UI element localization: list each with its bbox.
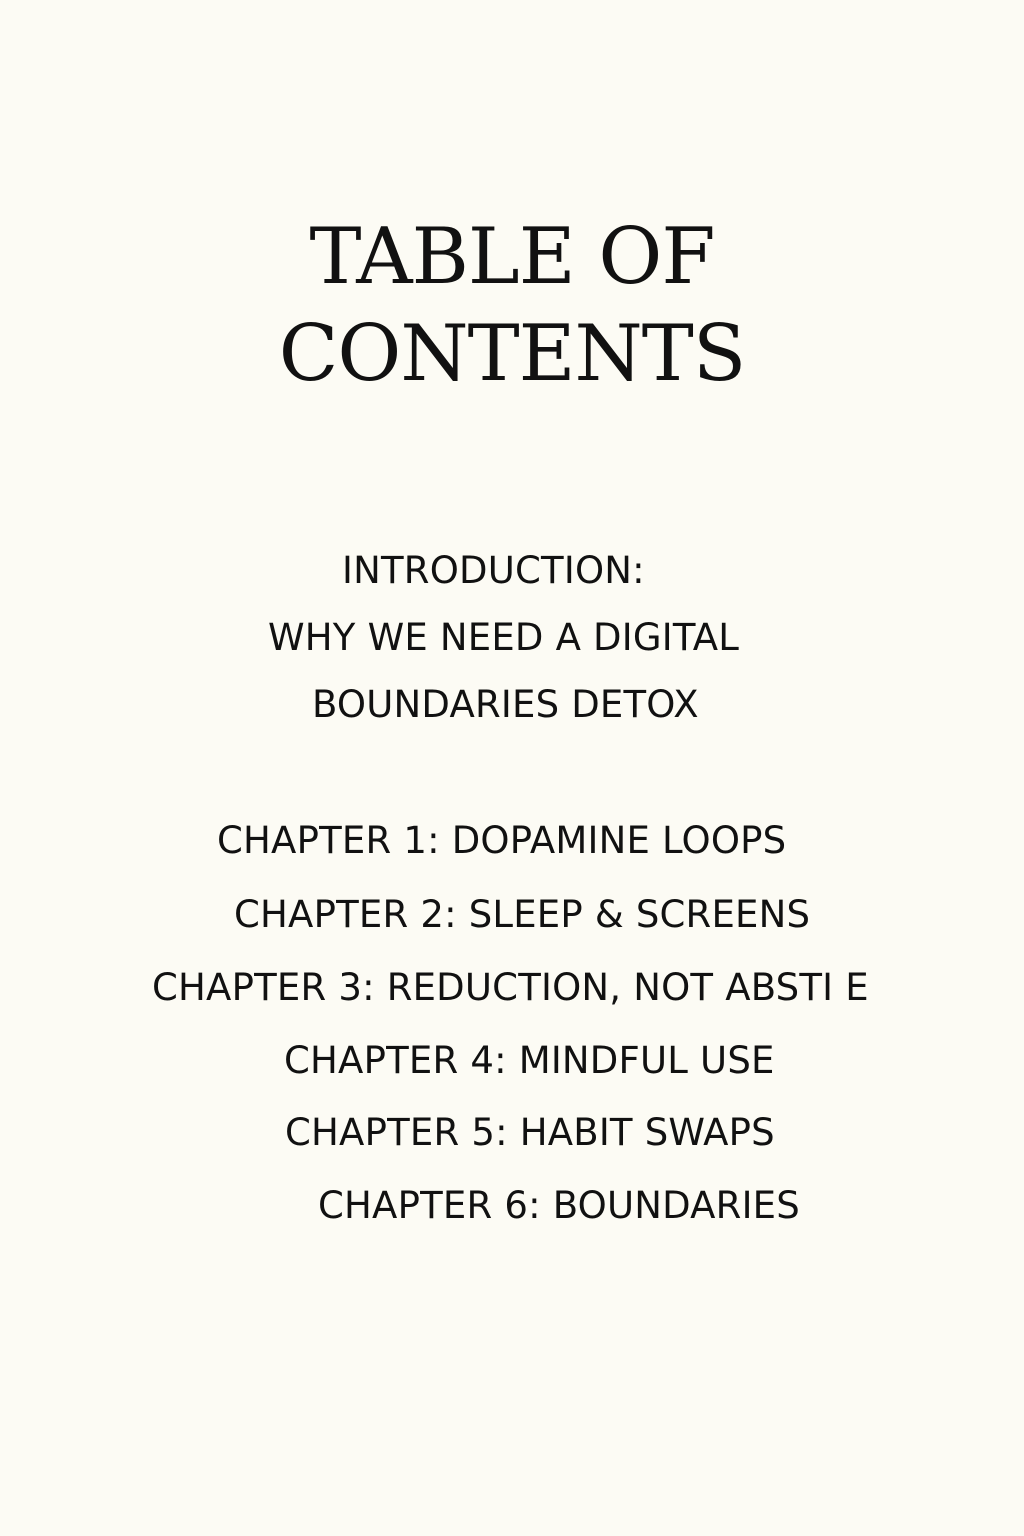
chapter-6-entry: CHAPTER 6: BOUNDARIES [318,1184,800,1227]
chapter-1-entry: CHAPTER 1: DOPAMINE LOOPS [217,819,787,862]
chapter-3-entry: CHAPTER 3: REDUCTION, NOT ABSTI E [152,966,869,1009]
title-line-1: TABLE OF [309,212,715,302]
introduction-title-line-2: BOUNDARIES DETOX [312,683,699,726]
chapter-4-entry: CHAPTER 4: MINDFUL USE [284,1039,775,1082]
chapter-5-entry: CHAPTER 5: HABIT SWAPS [285,1111,775,1154]
chapter-2-entry: CHAPTER 2: SLEEP & SCREENS [234,893,811,936]
introduction-heading: INTRODUCTION: [342,549,645,592]
introduction-title-line-1: WHY WE NEED A DIGITAL [268,616,740,659]
title-line-2: CONTENTS [278,309,746,399]
